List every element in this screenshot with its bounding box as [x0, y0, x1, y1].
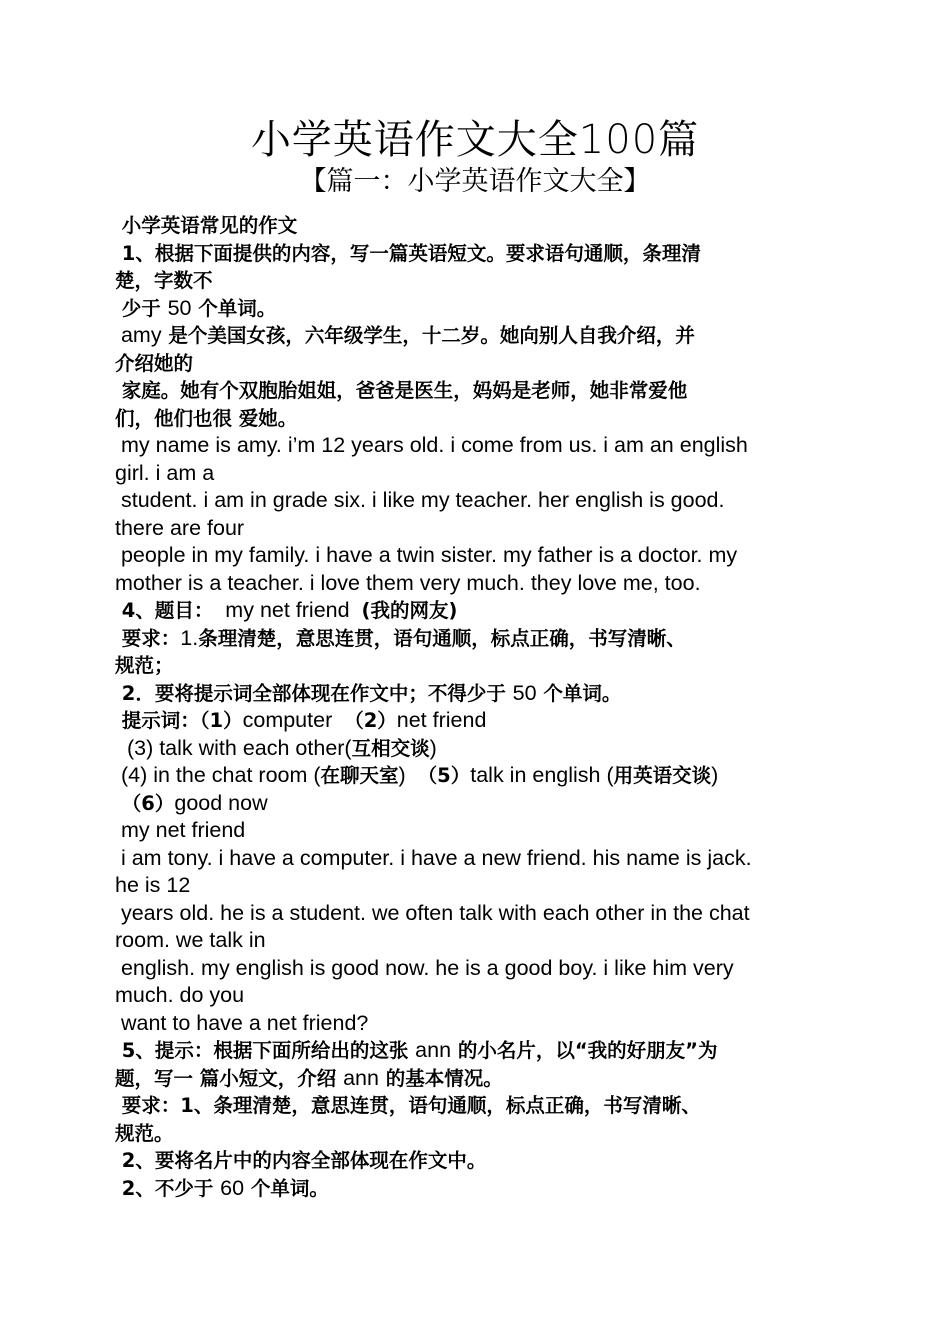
text-segment: （6）	[115, 791, 175, 815]
text-line	[115, 240, 835, 268]
text-segment: 2、不少于	[115, 1176, 221, 1200]
text-segment: （2）	[344, 709, 397, 732]
text-line	[115, 432, 835, 460]
text-line	[115, 707, 835, 735]
text-segment: there are four	[115, 515, 245, 540]
text-segment: )	[398, 763, 418, 787]
text-segment: 在聊天室	[320, 764, 399, 787]
text-segment: 要求：	[115, 626, 181, 650]
text-segment: 是个美国女孩，六年级学生，十二岁。她向别人自我介绍，并	[161, 324, 695, 347]
text-line	[115, 295, 835, 323]
text-segment: 提示词：（1）	[115, 709, 243, 732]
text-line	[115, 845, 835, 873]
text-segment: girl. i am a	[115, 460, 215, 485]
text-segment: 用英语交谈	[613, 764, 712, 787]
text-segment: 1.	[180, 625, 199, 650]
text-segment: 个单词。	[191, 296, 277, 320]
text-line	[115, 735, 835, 763]
text-segment: 的基本情况。	[378, 1066, 503, 1090]
text-segment: )	[429, 735, 437, 760]
text-segment: people in my family. i have a twin sister. my father is a doctor. my	[115, 543, 738, 567]
document-body	[115, 212, 835, 1202]
text-line	[115, 955, 835, 983]
text-line	[115, 900, 835, 928]
text-segment: 题，写一 篇小短文，介绍	[115, 1066, 344, 1090]
text-line	[115, 460, 835, 488]
text-segment: want to have a net friend?	[115, 1010, 369, 1035]
text-segment: i am tony. i have a computer. i have a new friend. his name is jack.	[115, 845, 752, 870]
text-line	[115, 515, 835, 543]
text-segment: he is 12	[115, 873, 191, 897]
text-segment: (3) talk with each other(	[115, 735, 352, 760]
text-line	[115, 927, 835, 955]
text-segment: 4、题目：	[115, 599, 214, 622]
text-line	[115, 570, 835, 598]
text-segment: 5、提示：根据下面所给出的这张	[115, 1039, 416, 1062]
text-line	[115, 652, 835, 680]
text-segment: net friend	[396, 708, 487, 732]
text-segment: 1、根据下面提供的内容，写一篇英语短文。要求语句通顺，条理清	[115, 241, 701, 265]
text-segment: 规范；	[115, 654, 174, 677]
text-line	[115, 872, 835, 900]
text-segment: my net friend	[213, 598, 362, 622]
text-segment: 规范。	[115, 1121, 174, 1145]
text-segment: 个单词。	[244, 1176, 329, 1200]
text-segment: english. my english is good now. he is a good boy. i like him very	[115, 955, 734, 980]
text-line	[115, 1175, 835, 1203]
text-segment: ann	[343, 1065, 379, 1090]
text-segment: (4) in the chat room (	[115, 763, 321, 787]
text-segment: 要求：1、条理清楚，意思连贯，语句通顺，标点正确，书写清晰、	[115, 1094, 701, 1117]
text-segment: talk in english (	[470, 763, 614, 787]
text-line	[115, 762, 835, 790]
text-segment: my net friend	[115, 818, 246, 842]
text-segment: 50	[167, 295, 192, 320]
text-segment: student. i am in grade six. i like my teacher. her english is good.	[115, 488, 725, 512]
text-line	[115, 1092, 835, 1120]
text-segment: 家庭。她有个双胞胎姐姐，爸爸是医生，妈妈是老师，她非常爱他	[115, 379, 688, 402]
text-line	[115, 597, 835, 625]
text-line	[115, 1037, 835, 1065]
text-segment: 少于	[115, 296, 168, 320]
text-line	[115, 267, 835, 295]
text-line	[115, 542, 835, 570]
text-line	[115, 405, 835, 433]
text-segment: )	[711, 763, 719, 787]
text-line	[115, 680, 835, 708]
text-line	[115, 982, 835, 1010]
text-segment: 互相交谈	[351, 736, 430, 760]
text-line	[115, 817, 835, 845]
document-subtitle: 【篇一：小学英语作文大全】	[299, 166, 651, 197]
text-segment: （5）	[417, 764, 471, 787]
text-line	[115, 1147, 835, 1175]
text-segment: 60	[220, 1175, 245, 1200]
text-segment: mother is a teacher. i love them very much. they love me, too.	[115, 570, 701, 595]
text-segment: good now	[174, 790, 268, 815]
text-line	[115, 1010, 835, 1038]
text-segment: 楚，字数不	[115, 269, 213, 292]
text-line	[115, 212, 835, 240]
text-segment: ann	[415, 1038, 452, 1062]
text-line	[115, 350, 835, 378]
text-segment: 条理清楚，意思连贯，语句通顺，标点正确，书写清晰、	[198, 626, 686, 650]
text-line	[115, 487, 835, 515]
text-segment: amy	[115, 323, 162, 347]
text-line	[115, 1120, 835, 1148]
text-segment: much. do you	[115, 983, 245, 1007]
text-line	[115, 625, 835, 653]
document-title: 小学英语作文大全100篇	[250, 117, 700, 163]
text-line	[115, 322, 835, 350]
text-segment: 2．要将提示词全部体现在作文中；不得少于	[115, 681, 513, 705]
text-segment: 2、要将名片中的内容全部体现在作文中。	[115, 1149, 487, 1172]
text-segment: 小学英语常见的作文	[115, 214, 298, 237]
text-segment: 50	[512, 680, 537, 705]
text-segment: 们，他们也很 爱她。	[115, 406, 298, 430]
text-line	[115, 1065, 835, 1093]
text-segment: years old. he is a student. we often talk with each other in the chat	[115, 900, 750, 925]
text-line	[115, 790, 835, 818]
text-segment: room. we talk in	[115, 928, 266, 952]
text-line	[115, 377, 835, 405]
text-segment: 个单词。	[536, 681, 622, 705]
text-segment: 的小名片，以“我的好朋友”为	[451, 1039, 718, 1062]
text-segment: (我的网友)	[361, 599, 458, 622]
text-segment: computer	[242, 708, 345, 732]
text-segment: 介绍她的	[115, 351, 194, 375]
text-segment: my name is amy. i’m 12 years old. i come from us. i am an english	[115, 433, 748, 457]
